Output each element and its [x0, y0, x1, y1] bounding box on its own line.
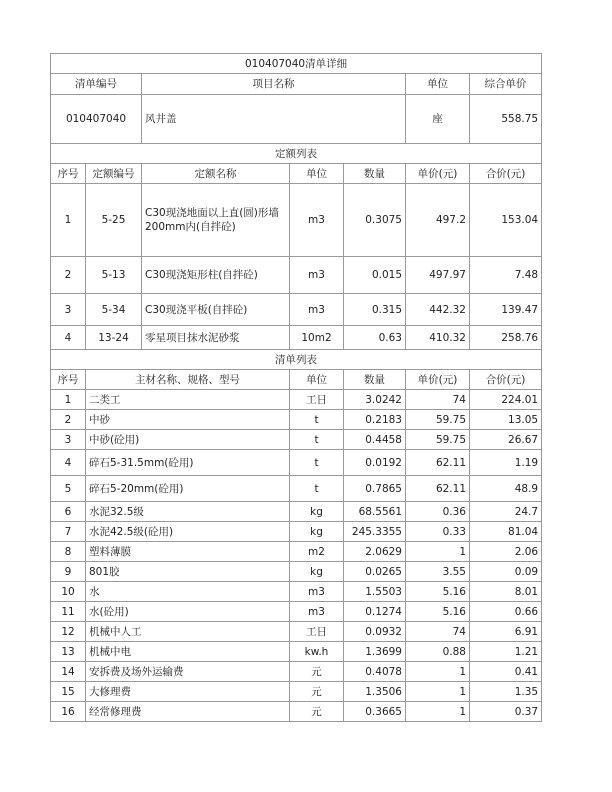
material-qty: 3.0242: [344, 390, 406, 410]
quota-row: [51, 184, 542, 257]
material-seq: 9: [51, 562, 86, 582]
material-name: 机械中人工: [86, 622, 290, 642]
material-row: [51, 622, 542, 642]
material-seq: 14: [51, 662, 86, 682]
quota-seq: 3: [51, 294, 86, 326]
material-row: [51, 642, 542, 662]
bill-price-header: 综合单价: [470, 74, 542, 95]
material-qty: 0.1274: [344, 602, 406, 622]
material-seq: 6: [51, 502, 86, 522]
quota-seq: 1: [51, 184, 86, 257]
material-row: [51, 410, 542, 430]
material-qty: 0.0265: [344, 562, 406, 582]
material-qty: 0.0192: [344, 450, 406, 476]
bill-code: 010407040: [51, 95, 142, 144]
material-qty: 1.3506: [344, 682, 406, 702]
material-header-row: [51, 370, 542, 390]
material-total: 1.19: [470, 450, 542, 476]
material-qty: 1.5503: [344, 582, 406, 602]
material-name: 中砂(砼用): [86, 430, 290, 450]
quota-code: 5-25: [86, 184, 142, 257]
detail-sheet: [50, 53, 541, 722]
quota-qty: 0.63: [344, 326, 406, 350]
material-name: 碎石5-31.5mm(砼用): [86, 450, 290, 476]
material-total: 81.04: [470, 522, 542, 542]
quota-unit-price-header: 单价(元): [406, 164, 470, 184]
material-name: 二类工: [86, 390, 290, 410]
material-total: 26.67: [470, 430, 542, 450]
material-qty: 245.3355: [344, 522, 406, 542]
quota-seq: 4: [51, 326, 86, 350]
quota-unit-price: 442.32: [406, 294, 470, 326]
material-row: [51, 450, 542, 476]
quota-total: 7.48: [470, 257, 542, 294]
material-qty: 0.3665: [344, 702, 406, 722]
material-seq: 12: [51, 622, 86, 642]
material-unit-price: 62.11: [406, 450, 470, 476]
material-seq: 5: [51, 476, 86, 502]
material-unit: kg: [290, 522, 344, 542]
quota-total: 153.04: [470, 184, 542, 257]
material-row: [51, 542, 542, 562]
material-qty: 0.4458: [344, 430, 406, 450]
material-unit: kg: [290, 502, 344, 522]
material-row: [51, 476, 542, 502]
material-unit-price: 1: [406, 682, 470, 702]
material-qty: 0.7865: [344, 476, 406, 502]
material-seq: 11: [51, 602, 86, 622]
material-unit-price: 0.88: [406, 642, 470, 662]
material-unit-header: 单位: [290, 370, 344, 390]
quota-code-header: 定额编号: [86, 164, 142, 184]
material-unit: 工日: [290, 622, 344, 642]
title-row: [51, 54, 542, 74]
material-seq: 10: [51, 582, 86, 602]
material-unit: 工日: [290, 390, 344, 410]
material-name: 水: [86, 582, 290, 602]
material-unit: 元: [290, 702, 344, 722]
material-name: 大修理费: [86, 682, 290, 702]
quota-header-row: [51, 164, 542, 184]
material-total: 1.21: [470, 642, 542, 662]
material-total: 0.41: [470, 662, 542, 682]
material-qty: 0.4078: [344, 662, 406, 682]
material-row: [51, 602, 542, 622]
material-name: 水泥42.5级(砼用): [86, 522, 290, 542]
material-seq: 4: [51, 450, 86, 476]
bill-price: 558.75: [470, 95, 542, 144]
material-name: 塑料薄膜: [86, 542, 290, 562]
material-row: [51, 522, 542, 542]
material-section-row: [51, 350, 542, 370]
quota-unit-header: 单位: [290, 164, 344, 184]
quota-row: [51, 294, 542, 326]
bill-unit: 座: [406, 95, 470, 144]
material-qty: 68.5561: [344, 502, 406, 522]
material-seq: 2: [51, 410, 86, 430]
material-unit: kg: [290, 562, 344, 582]
material-total: 48.9: [470, 476, 542, 502]
material-unit: t: [290, 430, 344, 450]
material-name: 801胶: [86, 562, 290, 582]
material-unit-price: 74: [406, 622, 470, 642]
material-qty: 2.0629: [344, 542, 406, 562]
material-row: [51, 430, 542, 450]
material-unit-price: 5.16: [406, 602, 470, 622]
material-name: 安拆费及场外运输费: [86, 662, 290, 682]
material-unit: m2: [290, 542, 344, 562]
material-seq: 3: [51, 430, 86, 450]
quota-section-title: 定额列表: [51, 144, 542, 164]
quota-qty: 0.015: [344, 257, 406, 294]
material-unit-price-header: 单价(元): [406, 370, 470, 390]
material-row: [51, 682, 542, 702]
sheet-title: 010407040清单详细: [51, 54, 542, 74]
quota-total: 258.76: [470, 326, 542, 350]
material-row: [51, 390, 542, 410]
quota-qty-header: 数量: [344, 164, 406, 184]
material-unit-price: 1: [406, 662, 470, 682]
material-seq: 13: [51, 642, 86, 662]
quota-name: 零星项目抹水泥砂浆: [142, 326, 290, 350]
material-unit-price: 74: [406, 390, 470, 410]
quota-name: C30现浇平板(自拌砼): [142, 294, 290, 326]
quota-unit: m3: [290, 257, 344, 294]
quota-name: C30现浇地面以上直(圆)形墙200mm内(自拌砼): [142, 184, 290, 257]
material-seq: 16: [51, 702, 86, 722]
detail-table-body: [51, 54, 542, 722]
material-unit: kw.h: [290, 642, 344, 662]
material-name: 经常修理费: [86, 702, 290, 722]
material-unit-price: 5.16: [406, 582, 470, 602]
quota-name: C30现浇矩形柱(自拌砼): [142, 257, 290, 294]
material-unit-price: 62.11: [406, 476, 470, 502]
material-seq: 15: [51, 682, 86, 702]
material-total: 0.37: [470, 702, 542, 722]
material-qty-header: 数量: [344, 370, 406, 390]
bill-code-header: 清单编号: [51, 74, 142, 95]
material-section-title: 清单列表: [51, 350, 542, 370]
quota-code: 5-34: [86, 294, 142, 326]
quota-unit-price: 497.97: [406, 257, 470, 294]
material-unit-price: 0.33: [406, 522, 470, 542]
material-name: 机械中电: [86, 642, 290, 662]
material-unit-price: 1: [406, 542, 470, 562]
quota-unit-price: 410.32: [406, 326, 470, 350]
material-total: 13.05: [470, 410, 542, 430]
bill-row: [51, 95, 542, 144]
quota-total: 139.47: [470, 294, 542, 326]
material-name-header: 主材名称、规格、型号: [86, 370, 290, 390]
material-row: [51, 502, 542, 522]
material-unit-price: 3.55: [406, 562, 470, 582]
quota-seq: 2: [51, 257, 86, 294]
bill-header-row: [51, 74, 542, 95]
material-unit: t: [290, 476, 344, 502]
material-total: 6.91: [470, 622, 542, 642]
material-unit-price: 0.36: [406, 502, 470, 522]
bill-unit-header: 单位: [406, 74, 470, 95]
material-total: 0.09: [470, 562, 542, 582]
material-name: 碎石5-20mm(砼用): [86, 476, 290, 502]
bill-name-header: 项目名称: [142, 74, 406, 95]
material-unit-price: 59.75: [406, 410, 470, 430]
quota-section-row: [51, 144, 542, 164]
material-unit-price: 59.75: [406, 430, 470, 450]
quota-unit: m3: [290, 184, 344, 257]
material-total: 224.01: [470, 390, 542, 410]
material-seq-header: 序号: [51, 370, 86, 390]
quota-seq-header: 序号: [51, 164, 86, 184]
quota-code: 13-24: [86, 326, 142, 350]
material-name: 水泥32.5级: [86, 502, 290, 522]
material-qty: 1.3699: [344, 642, 406, 662]
material-qty: 0.0932: [344, 622, 406, 642]
material-total: 8.01: [470, 582, 542, 602]
quota-name-header: 定额名称: [142, 164, 290, 184]
material-row: [51, 582, 542, 602]
material-qty: 0.2183: [344, 410, 406, 430]
quota-qty: 0.3075: [344, 184, 406, 257]
material-total: 1.35: [470, 682, 542, 702]
material-unit: t: [290, 410, 344, 430]
material-total: 24.7: [470, 502, 542, 522]
material-unit-price: 1: [406, 702, 470, 722]
detail-table: [50, 53, 542, 722]
material-row: [51, 662, 542, 682]
material-row: [51, 562, 542, 582]
material-name: 中砂: [86, 410, 290, 430]
quota-row: [51, 257, 542, 294]
material-seq: 8: [51, 542, 86, 562]
material-unit: 元: [290, 682, 344, 702]
material-unit: m3: [290, 602, 344, 622]
quota-total-header: 合价(元): [470, 164, 542, 184]
material-seq: 7: [51, 522, 86, 542]
material-seq: 1: [51, 390, 86, 410]
material-name: 水(砼用): [86, 602, 290, 622]
material-unit: m3: [290, 582, 344, 602]
bill-name: 风井盖: [142, 95, 406, 144]
quota-qty: 0.315: [344, 294, 406, 326]
material-unit: 元: [290, 662, 344, 682]
material-total-header: 合价(元): [470, 370, 542, 390]
material-total: 2.06: [470, 542, 542, 562]
quota-code: 5-13: [86, 257, 142, 294]
quota-unit: m3: [290, 294, 344, 326]
material-row: [51, 702, 542, 722]
quota-unit: 10m2: [290, 326, 344, 350]
quota-unit-price: 497.2: [406, 184, 470, 257]
material-unit: t: [290, 450, 344, 476]
material-total: 0.66: [470, 602, 542, 622]
quota-row: [51, 326, 542, 350]
